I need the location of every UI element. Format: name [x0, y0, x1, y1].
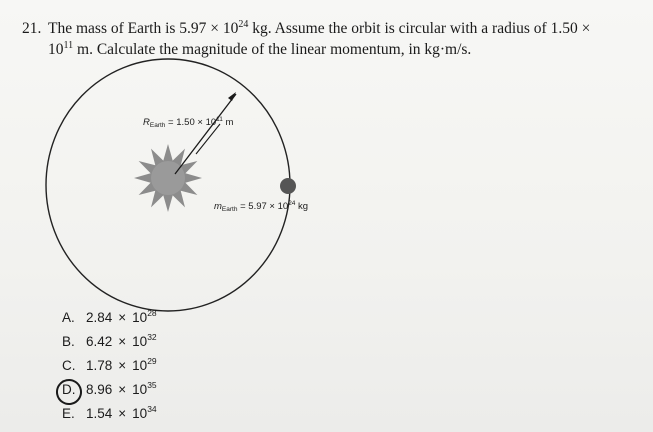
radius-symbol: R	[143, 117, 150, 128]
choice-letter: B.	[62, 334, 75, 349]
radius-unit: m	[222, 117, 234, 128]
mass-value: = 5.97 × 10	[237, 201, 289, 212]
radius-exponent: 11	[216, 116, 223, 123]
choice-value: $1.78 \times 10^{29}$	[86, 356, 157, 373]
question-exponent-2: 11	[63, 40, 74, 51]
choice-value: $6.42 \times 10^{32}$	[86, 332, 157, 349]
mass-subscript: Earth	[221, 206, 238, 213]
choice-letter: A.	[62, 310, 75, 325]
question-text-2b: m. Calculate the magnitude of the linear momentum, in kg·m/s.	[73, 41, 472, 58]
choice-e[interactable]	[62, 402, 157, 426]
choice-a[interactable]	[62, 306, 157, 330]
answer-choices	[62, 306, 157, 426]
earth-icon	[280, 178, 296, 194]
radius-value: = 1.50 × 10	[165, 117, 217, 128]
choice-d[interactable]	[62, 378, 157, 402]
choice-letter: C.	[62, 358, 76, 373]
radius-label	[143, 117, 233, 129]
mass-label	[214, 201, 308, 213]
choice-letter: D.	[62, 382, 76, 397]
choice-value: $2.84 \times 10^{28}$	[86, 308, 157, 325]
choice-value: $1.54 \times 10^{34}$	[86, 404, 157, 421]
choice-b[interactable]	[62, 330, 157, 354]
mass-exponent: 24	[288, 200, 296, 207]
question-text-1b: kg. Assume the orbit is circular with a radius of 1.50 ×	[248, 20, 591, 37]
choice-c[interactable]	[62, 354, 157, 378]
mass-unit: kg	[295, 201, 309, 212]
mass-symbol: m	[214, 201, 222, 212]
radius-arrow-line	[175, 94, 236, 174]
question-number: 21.	[22, 20, 42, 37]
radius-subscript: Earth	[149, 122, 166, 129]
sun-icon	[134, 144, 202, 212]
question-text-2a: 10	[48, 41, 64, 58]
question-text-1a: The mass of Earth is 5.97 × 10	[48, 20, 239, 37]
choice-value: $8.96 \times 10^{35}$	[86, 380, 157, 397]
question-exponent-1: 24	[238, 19, 249, 30]
choice-letter: E.	[62, 406, 75, 421]
